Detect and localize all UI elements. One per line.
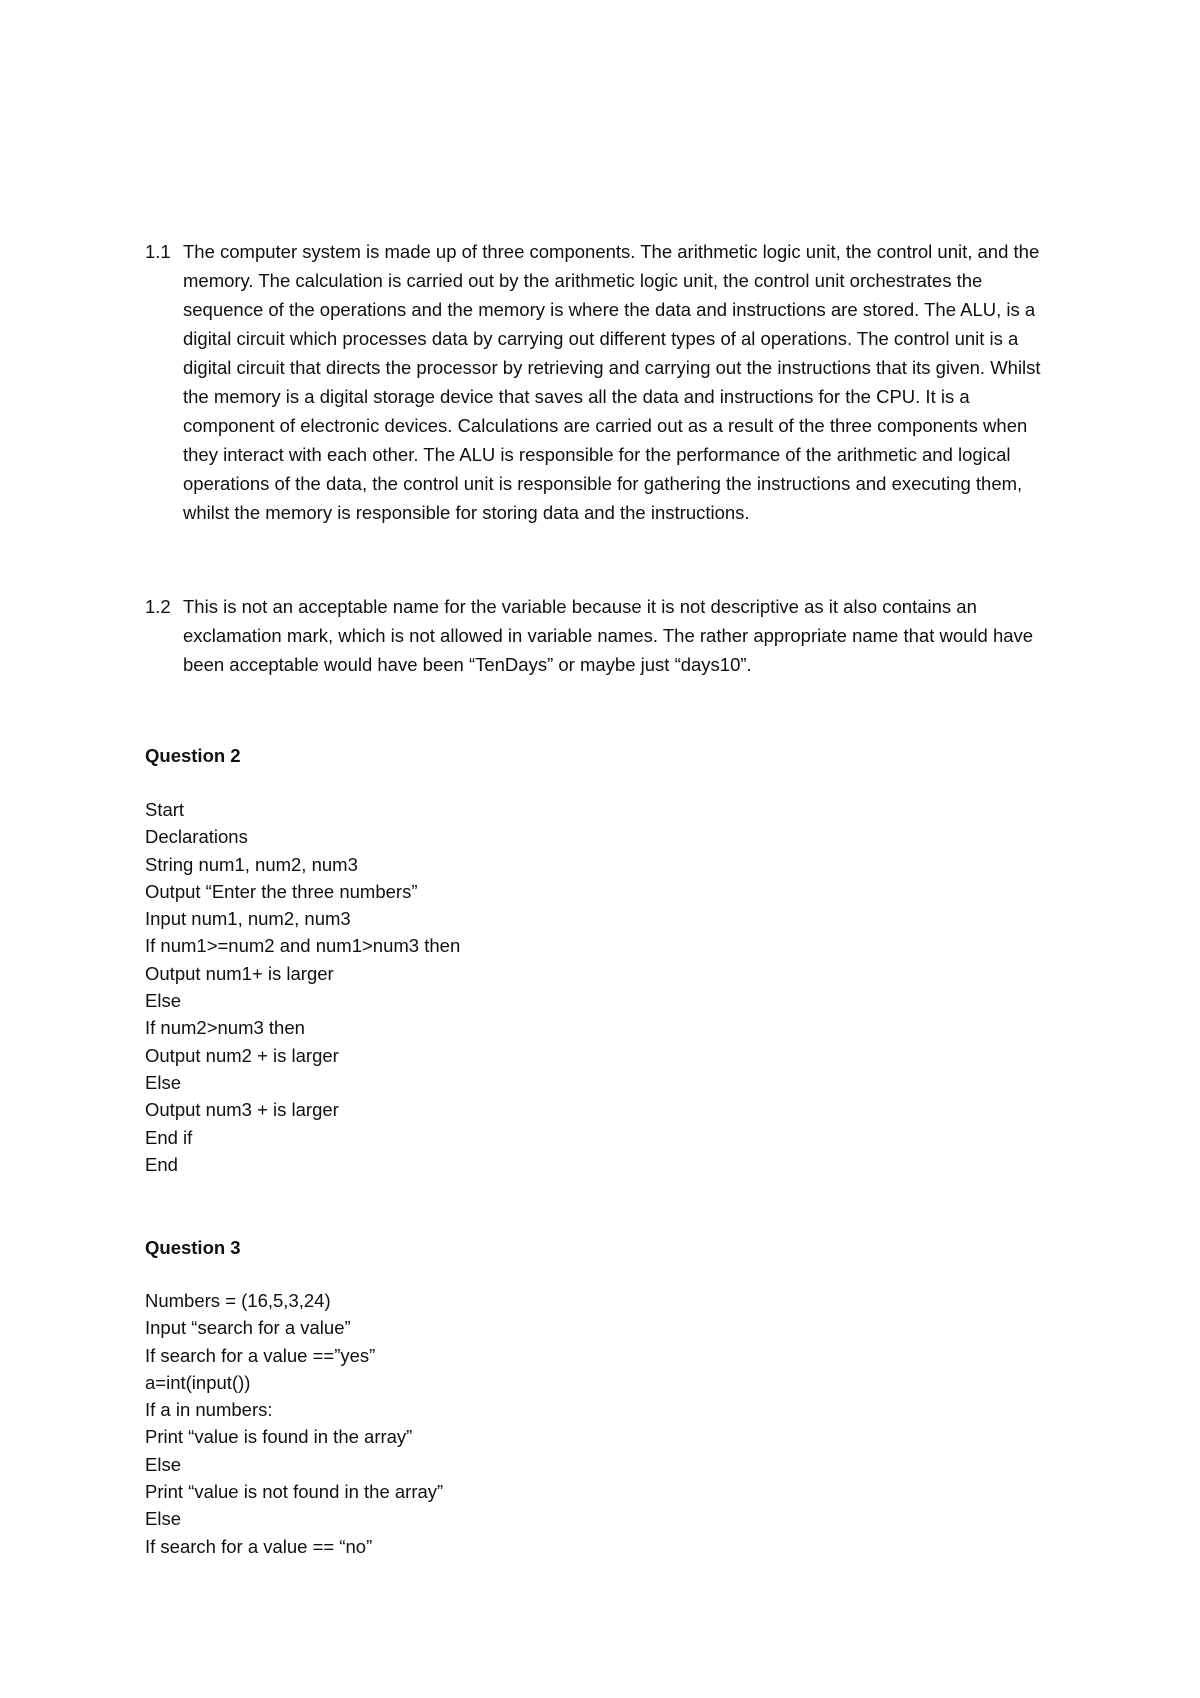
- code-line: Output num1+ is larger: [145, 962, 334, 984]
- code-line: String num1, num2, num3: [145, 853, 358, 875]
- code-line: a=int(input()): [145, 1371, 251, 1393]
- code-line: Start: [145, 799, 185, 820]
- code-line: If search for a value == “no”: [145, 1535, 373, 1557]
- code-line: If num2>num3 then: [145, 1017, 305, 1039]
- code-line: If a in numbers:: [145, 1399, 273, 1421]
- code-line: Print “value is found in the array”: [145, 1426, 413, 1448]
- item-1-1: [145, 237, 1065, 527]
- code-line: Else: [145, 1071, 181, 1093]
- code-line: End if: [145, 1126, 193, 1148]
- code-line: End: [145, 1153, 178, 1175]
- item-number: 1.2: [145, 596, 171, 617]
- item-number: 1.1: [145, 241, 171, 262]
- code-line: If num1>=num2 and num1>num3 then: [145, 935, 461, 957]
- code-line: Numbers = (16,5,3,24): [145, 1290, 331, 1311]
- code-line: Output num2 + is larger: [145, 1044, 339, 1066]
- code-line: Else: [145, 990, 181, 1012]
- question-2-heading: Question 2: [145, 745, 241, 766]
- item-text: This is not an acceptable name for the variable because it is not descriptive as it also contains an exclamation mark, which is not allowed in variable names. The rather appropriate name that would have been acceptable would have been “TenDays” or maybe just “days10”.: [183, 596, 1034, 675]
- question-3-heading: Question 3: [145, 1237, 241, 1258]
- code-line: Print “value is not found in the array”: [145, 1481, 444, 1503]
- code-line: Else: [145, 1508, 181, 1530]
- code-line: Output “Enter the three numbers”: [145, 880, 418, 902]
- code-line: Else: [145, 1453, 181, 1475]
- item-1-2: [145, 592, 1065, 679]
- question-2-pseudocode: [145, 796, 460, 1178]
- code-line: Output num3 + is larger: [145, 1099, 339, 1121]
- code-line: If search for a value ==”yes”: [145, 1344, 376, 1366]
- question-3-pseudocode: [145, 1287, 443, 1560]
- code-line: Input “search for a value”: [145, 1317, 351, 1339]
- item-text: The computer system is made up of three components. The arithmetic logic unit, the control unit, and the memory. The calculation is carried out by the arithmetic logic unit, the control unit orchestrates the sequence of the operations and the memory is where the data and instructions are stored. The ALU, is a digital circuit which processes data by carrying out different types of al operations. The control unit is a digital circuit that directs the processor by retrieving and carrying out the instructions that its given. Whilst the memory is a digital storage device that saves all the data and instructions for the CPU. It is a component of electronic devices. Calculations are carried out as a result of the three components when they interact with each other. The ALU is responsible for the performance of the arithmetic and logical operations of the data, the control unit is responsible for gathering the instructions and executing them, whilst the memory is responsible for storing data and the instructions.: [183, 241, 1041, 523]
- code-line: Declarations: [145, 826, 248, 848]
- code-line: Input num1, num2, num3: [145, 908, 351, 930]
